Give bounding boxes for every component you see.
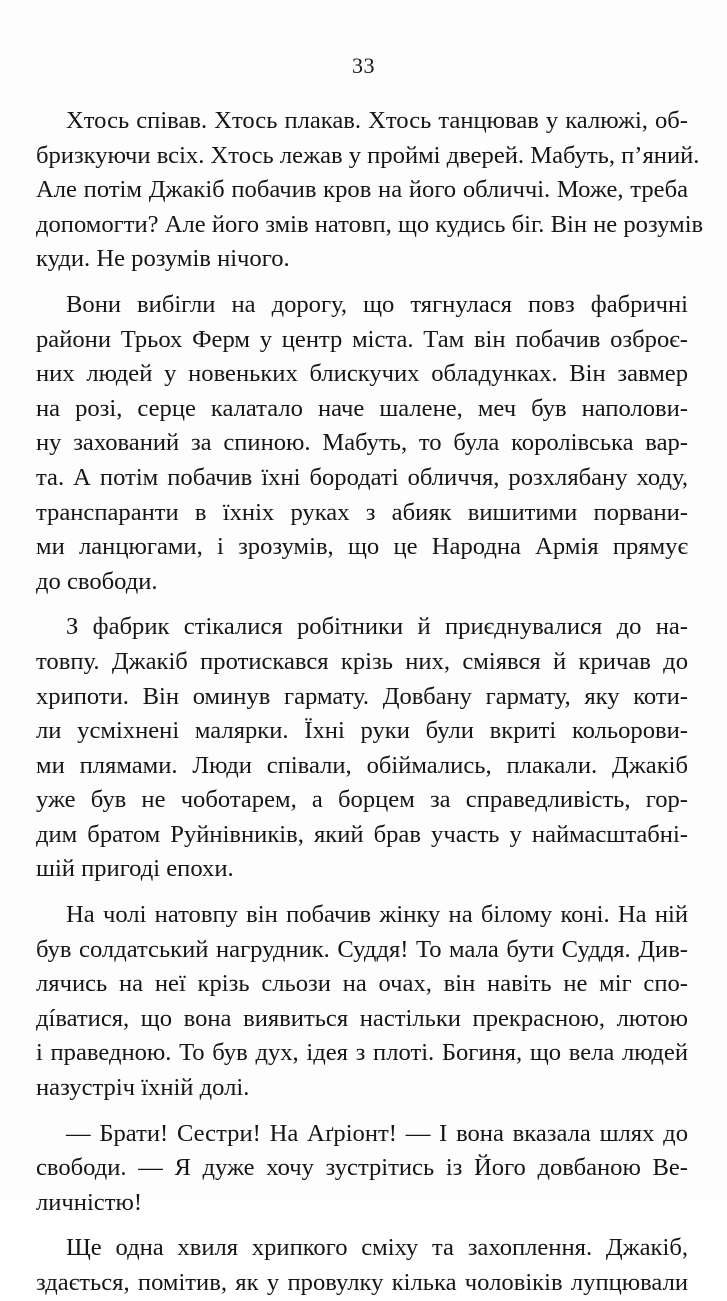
text-line: хрипоти. Він оминув гармату. Довбану гармату, яку коти-: [36, 682, 688, 710]
paragraph: [36, 104, 704, 277]
text-line: На чолі натовпу він побачив жінку на білому коні. На ній: [66, 901, 688, 929]
text-line: З фабрик стікалися робітники й приєднувалися до на-: [66, 613, 688, 641]
text-line: транспаранти в їхніх руках з абияк вишитими порвани-: [36, 498, 688, 526]
text-line: личністю!: [36, 1188, 143, 1216]
text-line: до свободи.: [36, 567, 158, 595]
text-line: — Брати! Сестри! На Аґріонт! — І вона вказала шлях до: [66, 1119, 688, 1147]
text-line: був солдатський нагрудник. Суддя! То мала бути Суддя. Див-: [36, 935, 688, 963]
text-line: них людей у новеньких блискучих обладунках. Він завмер: [36, 360, 688, 388]
text-line: лячись на неї крізь сльози на очах, він навіть не міг спо-: [36, 970, 688, 998]
paragraph: [36, 1231, 688, 1300]
text-line: та. А потім побачив їхні бородаті обличчя, розхлябану ходу,: [36, 463, 688, 491]
text-line: ми плямами. Люди співали, обіймались, плакали. Джакіб: [36, 751, 688, 779]
text-line: ми ланцюгами, і зрозумів, що це Народна Армія прямує: [36, 533, 688, 561]
text-line: дим братом Руйнівників, який брав участь у наймасштабні-: [36, 820, 688, 848]
text-line: райони Трьох Ферм у центр міста. Там він побачив озброє-: [36, 325, 688, 353]
page-number: 33: [352, 53, 375, 78]
text-line: допомогти? Але його змів натовп, що кудись біг. Він не розумів: [36, 210, 704, 238]
text-line: здається, помітив, як у провулку кілька чоловіків лупцювали: [36, 1269, 688, 1296]
text-line: Ще одна хвиля хрипкого сміху та захоплення. Джакіб,: [66, 1234, 688, 1262]
text-line: на розі, серце калатало наче шалене, меч був наполови-: [36, 394, 688, 422]
text-line: Вони вибігли на дорогу, що тягнулася повз фабричні: [66, 290, 688, 318]
paragraph: [36, 1117, 688, 1221]
text-line: Хтось співав. Хтось плакав. Хтось танцював у калюжі, об-: [66, 107, 688, 134]
paragraph: [36, 288, 688, 599]
text-line: і праведною. То був дух, ідея з плоті. Богиня, що вела людей: [36, 1039, 688, 1067]
text-line: уже був не чоботарем, а борцем за справедливість, гор-: [36, 786, 688, 814]
text-line: шій пригоді епохи.: [36, 855, 234, 883]
paragraph: [36, 610, 688, 887]
text-line: Але потім Джакіб побачив кров на його обличчі. Може, треба: [36, 176, 688, 204]
text-line: куди. Не розумів нічого.: [36, 245, 290, 273]
text-line: ну захований за спиною. Мабуть, то була королівська вар-: [36, 429, 688, 457]
paragraph: [36, 898, 688, 1106]
text-line: бризкуючи всіх. Хтось лежав у проймі дверей. Мабуть, п’яний.: [36, 141, 700, 169]
body-text: [36, 104, 704, 1301]
text-line: товпу. Джакіб протискався крізь них, сміявся й кричав до: [36, 647, 688, 675]
text-line: дíватися, що вона виявиться настільки прекрасною, лютою: [36, 1004, 688, 1032]
text-line: ли усміхнені малярки. Їхні руки були вкриті кольорови-: [36, 717, 688, 745]
text-line: свободи. — Я дуже хочу зустрітись із Його довбаною Ве-: [36, 1154, 688, 1182]
text-line: назустріч їхній долі.: [36, 1074, 250, 1102]
